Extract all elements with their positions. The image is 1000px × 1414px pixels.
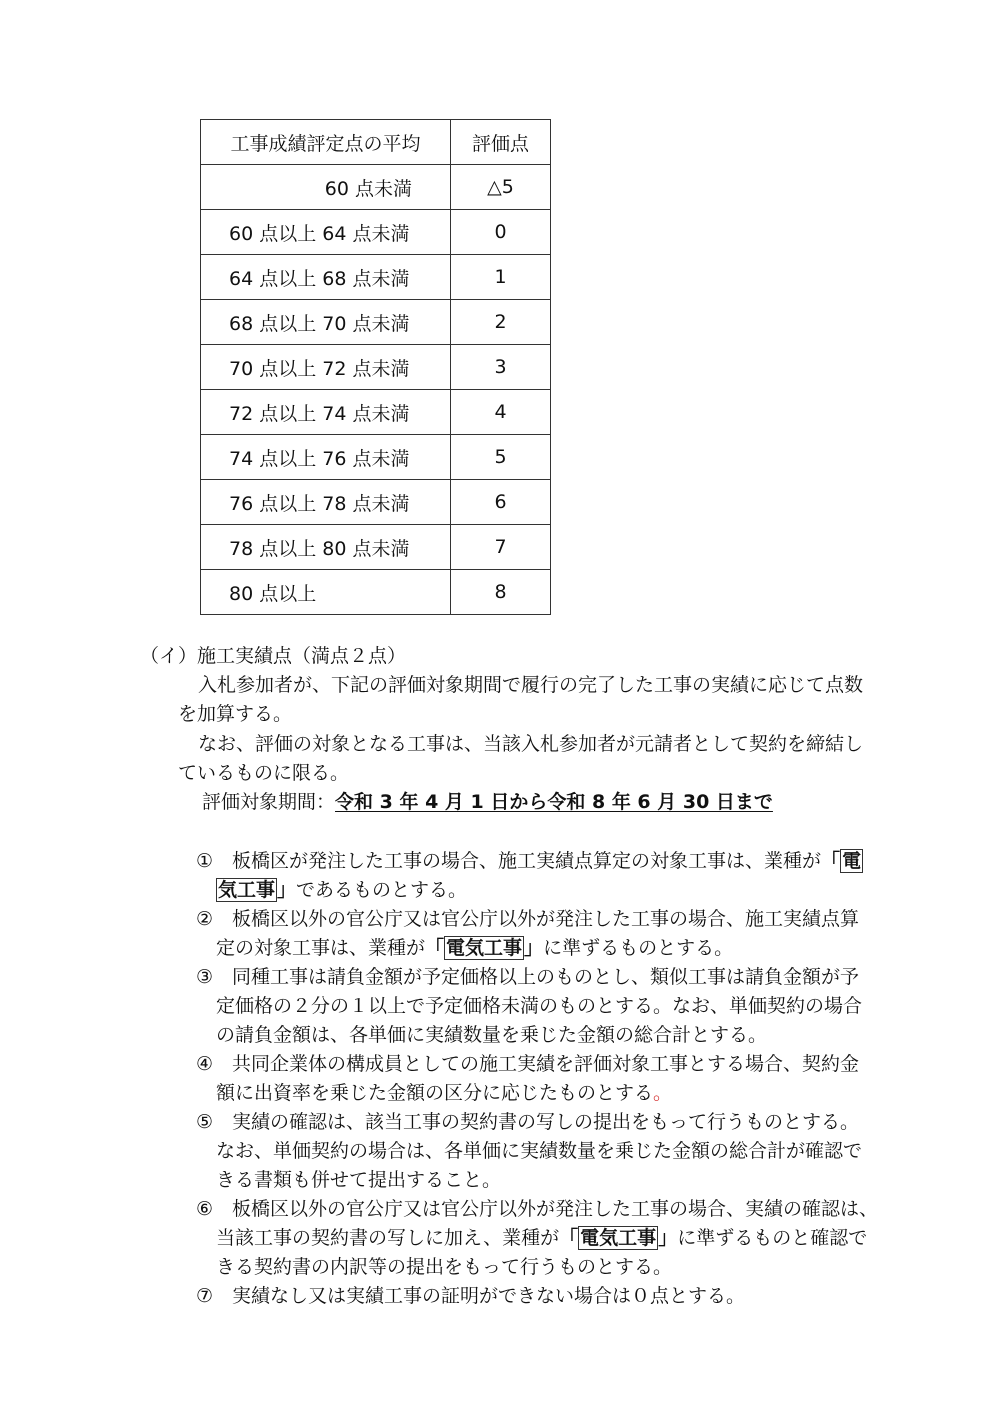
range-cell: 72 点以上 74 点未満 [201, 390, 451, 435]
score-cell: 5 [451, 435, 551, 480]
boxed-term: 電気工事 [580, 1227, 657, 1249]
table-row [201, 255, 551, 300]
item-2-text-pre: 定の対象工事は、業種が [216, 937, 426, 959]
range-cell: 60 点以上 64 点未満 [201, 210, 451, 255]
table-row [201, 345, 551, 390]
table-row [201, 435, 551, 480]
score-cell: 8 [451, 570, 551, 615]
table-header-row [201, 120, 551, 165]
quote-close: 」 [524, 937, 544, 959]
evaluation-period [202, 788, 773, 817]
range-cell: 80 点以上 [201, 570, 451, 615]
item-4-line-2 [216, 1079, 672, 1108]
evaluation-period-label: 評価対象期間： [202, 791, 336, 813]
table-row [201, 165, 551, 210]
range-cell: 64 点以上 68 点未満 [201, 255, 451, 300]
quote-open: 「 [425, 937, 445, 959]
score-table [200, 119, 551, 615]
range-cell: 68 点以上 70 点未満 [201, 300, 451, 345]
table-row [201, 480, 551, 525]
item-5-line-1: ⑤ 実績の確認は、該当工事の契約書の写しの提出をもって行うものとする。 [196, 1111, 860, 1133]
item-1-text: ① 板橋区が発注した工事の場合、施工実績点算定の対象工事は、業種が [196, 850, 822, 872]
score-cell: △5 [451, 165, 551, 210]
evaluation-period-value: 令和 3 年 4 月 1 日から令和 8 年 6 月 30 日まで [335, 791, 773, 813]
score-cell: 0 [451, 210, 551, 255]
range-cell: 76 点以上 78 点未満 [201, 480, 451, 525]
item-6-line-1: ⑥ 板橋区以外の官公庁又は官公庁以外が発注した工事の場合、実績の確認は、 [196, 1198, 879, 1220]
range-cell: 70 点以上 72 点未満 [201, 345, 451, 390]
item-2-line-2 [216, 934, 733, 963]
item-6-text-pre: 当該工事の契約書の写しに加え、業種が [216, 1227, 560, 1249]
table-row [201, 525, 551, 570]
boxed-term: 気工事 [218, 879, 276, 901]
paragraph-2-line-2: ているものに限る。 [178, 762, 350, 784]
quote-close: 」 [658, 1227, 678, 1249]
score-cell: 7 [451, 525, 551, 570]
score-cell: 3 [451, 345, 551, 390]
quote-open: 「 [559, 1227, 579, 1249]
paragraph-1-line-2: を加算する。 [178, 703, 293, 725]
score-cell: 1 [451, 255, 551, 300]
paragraph-2-line-1: なお、評価の対象となる工事は、当該入札参加者が元請者として契約を締結し [198, 733, 864, 755]
boxed-term: 電 [842, 850, 862, 872]
red-period-mark: 。 [653, 1082, 673, 1104]
table-row [201, 390, 551, 435]
item-1-line-2 [216, 876, 467, 905]
header-evaluation-score: 評価点 [451, 120, 551, 165]
boxed-term: 電気工事 [446, 937, 523, 959]
item-2-text-post: に準ずるものとする。 [543, 937, 734, 959]
table-row [201, 210, 551, 255]
item-6-text-post: に準ずるものと確認で [677, 1227, 868, 1249]
paragraph-1-line-1: 入札参加者が、下記の評価対象期間で履行の完了した工事の実績に応じて点数 [198, 674, 864, 696]
item-4-text: 額に出資率を乗じた金額の区分に応じたものとする [216, 1082, 654, 1104]
item-2-line-1: ② 板橋区以外の官公庁又は官公庁以外が発注した工事の場合、施工実績点算 [196, 908, 860, 930]
item-6-line-2 [216, 1224, 867, 1253]
score-cell: 6 [451, 480, 551, 525]
item-1-line-1 [196, 847, 863, 876]
item-5-line-2: なお、単価契約の場合は、各単価に実績数量を乗じた金額の総合計が確認で [216, 1140, 863, 1162]
item-4-line-1: ④ 共同企業体の構成員としての施工実績を評価対象工事とする場合、契約金 [196, 1053, 860, 1075]
table-row [201, 300, 551, 345]
item-3-line-2: 定価格の２分の１以上で予定価格未満のものとする。なお、単価契約の場合 [216, 995, 863, 1017]
range-cell: 60 点未満 [201, 165, 451, 210]
header-average-score: 工事成績評定点の平均 [201, 120, 451, 165]
range-cell: 74 点以上 76 点未満 [201, 435, 451, 480]
item-6-line-3: きる契約書の内訳等の提出をもって行うものとする。 [216, 1256, 673, 1278]
item-7-line-1: ⑦ 実績なし又は実績工事の証明ができない場合は０点とする。 [196, 1285, 746, 1307]
item-3-line-1: ③ 同種工事は請負金額が予定価格以上のものとし、類似工事は請負金額が予 [196, 966, 860, 988]
item-1-text-rest: であるものとする。 [296, 879, 468, 901]
score-cell: 2 [451, 300, 551, 345]
section-heading: （イ）施工実績点（満点２点） [140, 645, 407, 667]
range-cell: 78 点以上 80 点未満 [201, 525, 451, 570]
table-row [201, 570, 551, 615]
quote-open: 「 [821, 850, 841, 872]
item-5-line-3: きる書類も併せて提出すること。 [216, 1169, 502, 1191]
item-3-line-3: の請負金額は、各単価に実績数量を乗じた金額の総合計とする。 [216, 1024, 768, 1046]
score-cell: 4 [451, 390, 551, 435]
quote-close: 」 [277, 879, 297, 901]
